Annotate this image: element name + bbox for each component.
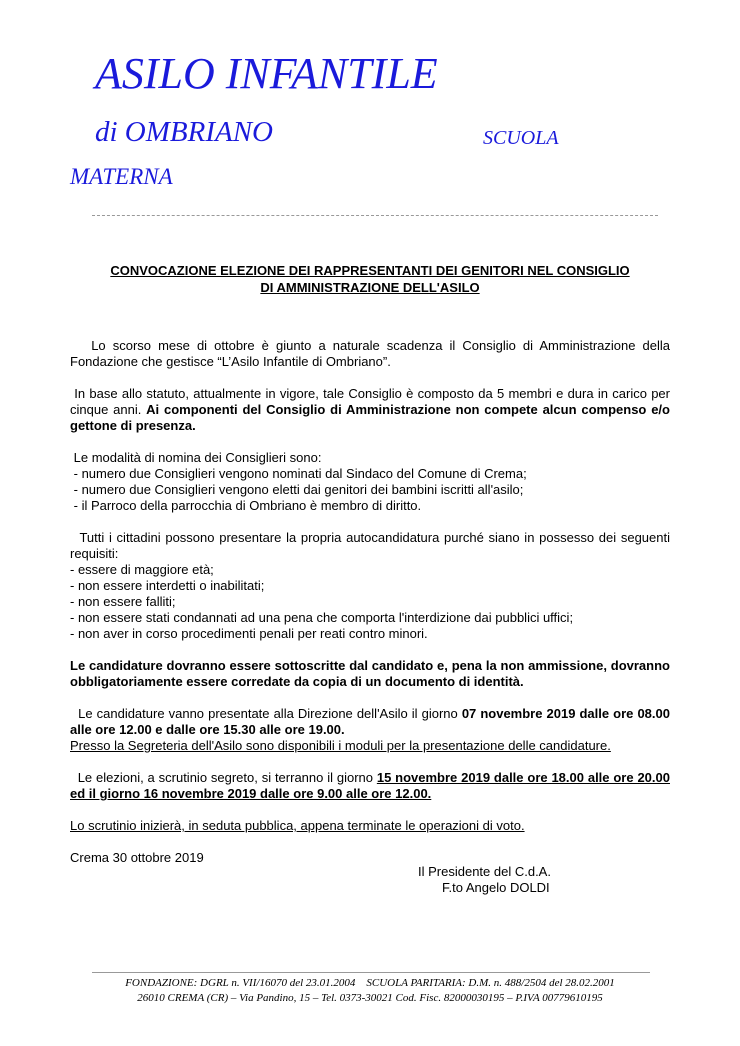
place-date: Crema 30 ottobre 2019 xyxy=(70,850,204,865)
document-title xyxy=(70,262,670,296)
footer-line-2: 26010 CREMA (CR) – Via Pandino, 15 – Tel. 0373-30021 Cod. Fisc. 82000030195 – P.IVA 00779610195 xyxy=(137,992,603,1004)
paragraph-intro-text: Lo scorso mese di ottobre è giunto a naturale scadenza il Consiglio di Amministrazione della Fondazione che gestisce “L’Asilo Infantile di Ombriano”. xyxy=(70,338,670,369)
presentazione-date: 07 novembre 2019 dalle ore 08.00 alle ore 12.00 e dalle ore 15.30 alle ore 19.00. xyxy=(70,706,670,737)
paragraph-elezioni: Le elezioni, a scrutinio segreto, si terranno il giorno 15 novembre 2019 dalle ore 18.00 alle ore 20.00 ed il giorno 16 novembre 2019 dalle ore 9.00 alle ore 12.00. xyxy=(70,770,670,801)
requisiti-intro: Tutti i cittadini possono presentare la propria autocandidatura purché siano in possesso dei seguenti requisiti: xyxy=(70,530,670,561)
list-item: - non essere interdetti o inabilitati; xyxy=(70,578,265,593)
list-item: - non essere stati condannati ad una pena che comporta l'interdizione dai pubblici uffici; xyxy=(70,610,574,625)
paragraph-scrutinio: Lo scrutinio inizierà, in seduta pubblica, appena terminate le operazioni di voto. xyxy=(70,818,525,833)
list-item: - il Parroco della parrocchia di Ombriano è membro di diritto. xyxy=(73,498,422,513)
nomina-intro: Le modalità di nomina dei Consiglieri sono: xyxy=(73,450,322,465)
footer-line-1: FONDAZIONE: DGRL n. VII/16070 del 23.01.2004 SCUOLA PARITARIA: D.M. n. 488/2504 del 28.02.2001 xyxy=(125,977,615,989)
footer xyxy=(70,976,670,1006)
title-line-2: DI AMMINISTRAZIONE DELL'ASILO xyxy=(260,280,480,295)
signature-role: Il Presidente del C.d.A. xyxy=(418,864,551,879)
letterhead-scuola: SCUOLA xyxy=(483,127,559,149)
list-item: - non essere falliti; xyxy=(70,594,176,609)
letterhead-subtitle: di OMBRIANO xyxy=(95,116,273,148)
letterhead-materna: MATERNA xyxy=(70,164,173,189)
paragraph-intro xyxy=(70,338,670,370)
title-line-1: CONVOCAZIONE ELEZIONE DEI RAPPRESENTANTI DEI GENITORI NEL CONSIGLIO xyxy=(110,263,630,278)
signature-block xyxy=(418,864,551,896)
list-item: - numero due Consiglieri vengono eletti dai genitori dei bambini iscritti all'asilo; xyxy=(73,482,524,497)
paragraph-candidature-bold: Le candidature dovranno essere sottoscritte dal candidato e, pena la non ammissione, dovranno obbligatoriamente essere corredate da copia di un documento di identità. xyxy=(70,658,670,689)
statuto-text: In base allo statuto, attualmente in vigore, tale Consiglio è composto da 5 membri e dura in carico per cinque anni. xyxy=(70,386,670,417)
footer-divider xyxy=(92,972,650,973)
list-item: - numero due Consiglieri vengono nominati dal Sindaco del Comune di Crema; xyxy=(73,466,527,481)
requisiti-section xyxy=(70,530,670,642)
signature-name: F.to Angelo DOLDI xyxy=(442,880,550,895)
statuto-bold-text: Ai componenti del Consiglio di Amministrazione non compete alcun compenso e/o gettone di presenza. xyxy=(70,402,670,433)
list-item: - essere di maggiore età; xyxy=(70,562,214,577)
header-divider xyxy=(92,215,658,216)
paragraph-statuto xyxy=(70,386,670,434)
presentazione-section xyxy=(70,706,670,754)
moduli-note: Presso la Segreteria dell'Asilo sono disponibili i moduli per la presentazione delle candidature. xyxy=(70,738,611,753)
paragraph-presentazione: Le candidature vanno presentate alla Direzione dell'Asilo il giorno 07 novembre 2019 dalle ore 08.00 alle ore 12.00 e dalle ore 15.30 alle ore 19.00. xyxy=(70,706,670,737)
list-item: - non aver in corso procedimenti penali per reati contro minori. xyxy=(70,626,428,641)
elezioni-date: 15 novembre 2019 dalle ore 18.00 alle ore 20.00 ed il giorno 16 novembre 2019 dalle ore 9.00 alle ore 12.00. xyxy=(70,770,670,801)
document-body xyxy=(70,338,670,882)
letterhead-title: ASILO INFANTILE xyxy=(95,49,438,98)
nomina-section xyxy=(70,450,670,514)
